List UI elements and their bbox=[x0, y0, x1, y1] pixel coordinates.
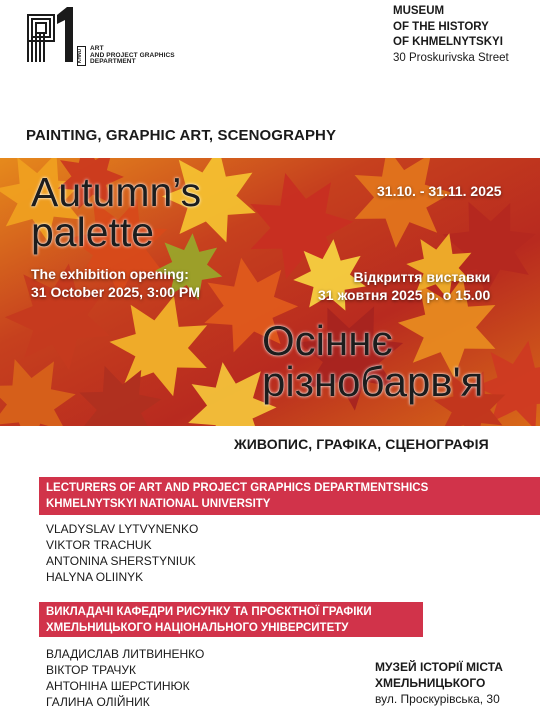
list-item: VLADYSLAV LYTVYNENKO bbox=[46, 522, 199, 536]
exhibition-title-ua: Осіннє різнобарв'я bbox=[262, 317, 484, 405]
opening-info-en: The exhibition opening: 31 October 2025, 3:00 PM bbox=[31, 266, 200, 300]
museum-name-ua: МУЗЕЙ ІСТОРІЇ МІСТА ХМЕЛЬНИЦЬКОГО вул. Проскурівська, 30 bbox=[375, 660, 503, 706]
exhibition-title-en: Autumn’s palette bbox=[31, 169, 202, 255]
lecturer-list-ua bbox=[46, 646, 204, 710]
list-item: АНТОНІНА ШЕРСТИНЮК bbox=[46, 679, 190, 693]
list-item: HALYNA OLIINYK bbox=[46, 570, 144, 584]
list-item: VIKTOR TRACHUK bbox=[46, 538, 152, 552]
heading-disciplines-en: PAINTING, GRAPHIC ART, SCENOGRAPHY bbox=[26, 127, 337, 144]
heading-disciplines-ua: ЖИВОПИС, ГРАФІКА, СЦЕНОГРАФІЯ bbox=[234, 436, 489, 452]
lecturers-banner-en: LECTURERS OF ART AND PROJECT GRAPHICS DEPARTMENTSHICS KHMELNYTSKYI NATIONAL UNIVERSITY bbox=[39, 477, 540, 515]
logo-department-text: ART AND PROJECT GRAPHICS DEPARTMENT bbox=[90, 45, 175, 65]
museum-address-en: 30 Proskurivska Street bbox=[393, 51, 509, 64]
list-item: ВІКТОР ТРАЧУК bbox=[46, 663, 136, 677]
list-item: ГАЛИНА ОЛІЙНИК bbox=[46, 695, 150, 709]
lecturer-list-en bbox=[46, 521, 198, 585]
lecturers-banner-ua: ВИКЛАДАЧІ КАФЕДРИ РИСУНКУ ТА ПРОЄКТНОЇ ГРАФІКИ ХМЕЛЬНИЦЬКОГО НАЦІОНАЛЬНОГО УНІВЕРСИТЕТУ bbox=[39, 602, 423, 637]
department-logo bbox=[27, 6, 187, 64]
exhibition-dates: 31.10. - 31.11. 2025 bbox=[377, 183, 502, 199]
museum-name-en: MUSEUM OF THE HISTORY OF KHMELNYTSKYI 30 Proskurivska Street bbox=[393, 4, 509, 66]
list-item: ANTONINA SHERSTYNIUK bbox=[46, 554, 196, 568]
hero-banner bbox=[0, 158, 540, 426]
logo-vertical-badge: KHNU bbox=[77, 46, 86, 66]
list-item: ВЛАДИСЛАВ ЛИТВИНЕНКО bbox=[46, 647, 205, 661]
opening-info-ua: Відкриття виставки 31 жовтня 2025 р. о 15.00 bbox=[318, 269, 491, 303]
museum-address-ua: вул. Проскурівська, 30 bbox=[375, 692, 500, 706]
